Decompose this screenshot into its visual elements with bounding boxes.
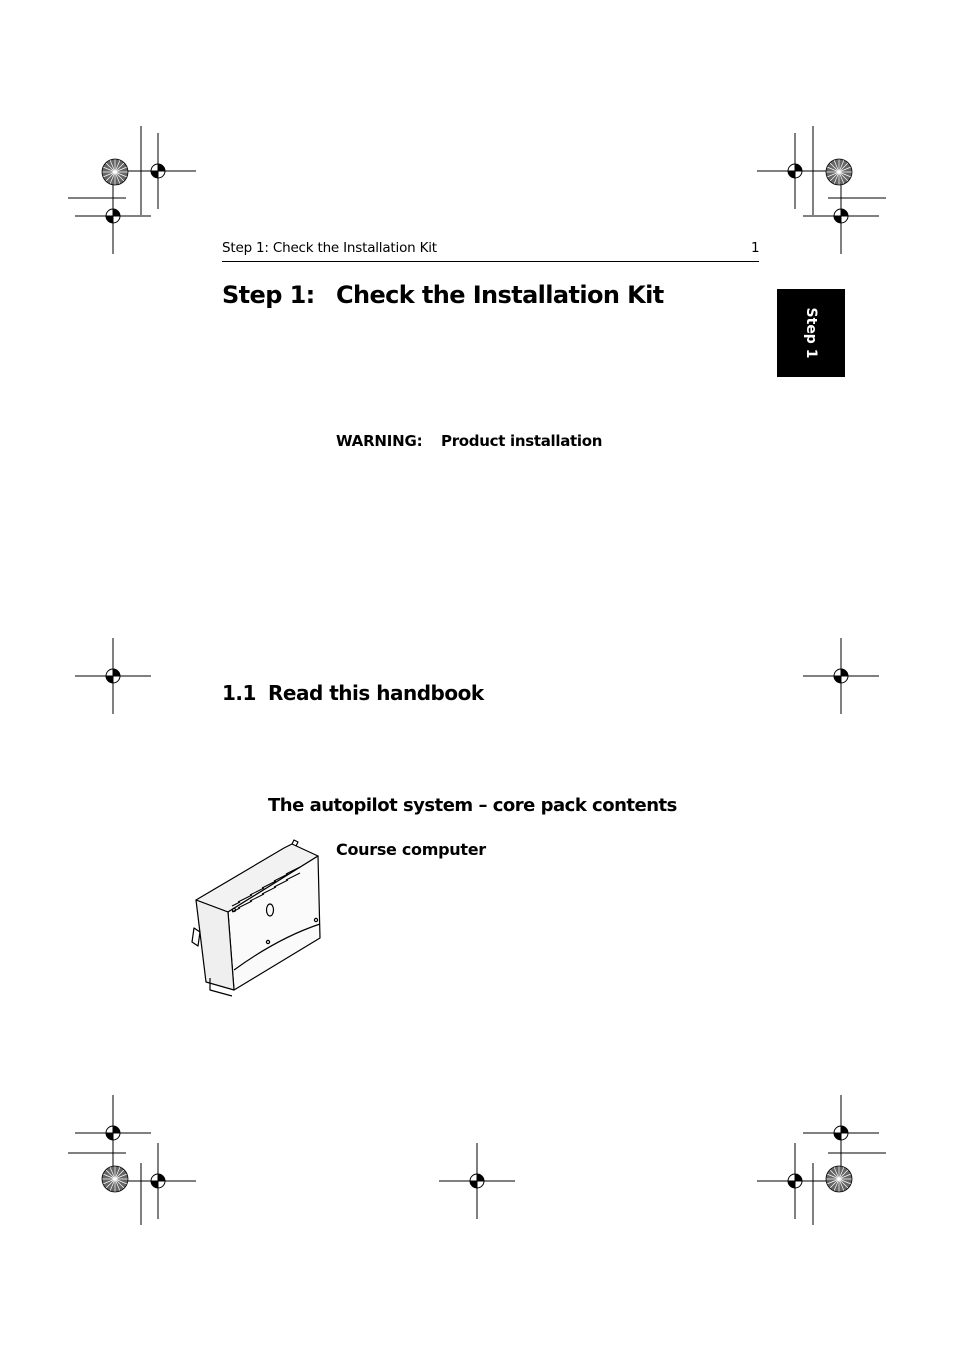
item-title: Course computer [336,840,486,859]
section-number: 1.1 [222,681,256,705]
chapter-number: Step 1: [222,281,315,309]
header-rule [222,261,759,262]
side-tab-label: Step 1 [803,307,819,359]
warning-label: WARNING: [336,432,423,450]
chapter-title: Check the Installation Kit [336,281,664,309]
warning-title: Product installation [441,432,603,450]
page-number: 1 [751,240,760,256]
side-tab [777,289,845,377]
running-header: Step 1: Check the Installation Kit [222,240,437,256]
section-title: Read this handbook [268,681,484,705]
course-computer-illustration [188,838,328,1000]
subsection-title: The autopilot system – core pack contents [268,795,677,816]
